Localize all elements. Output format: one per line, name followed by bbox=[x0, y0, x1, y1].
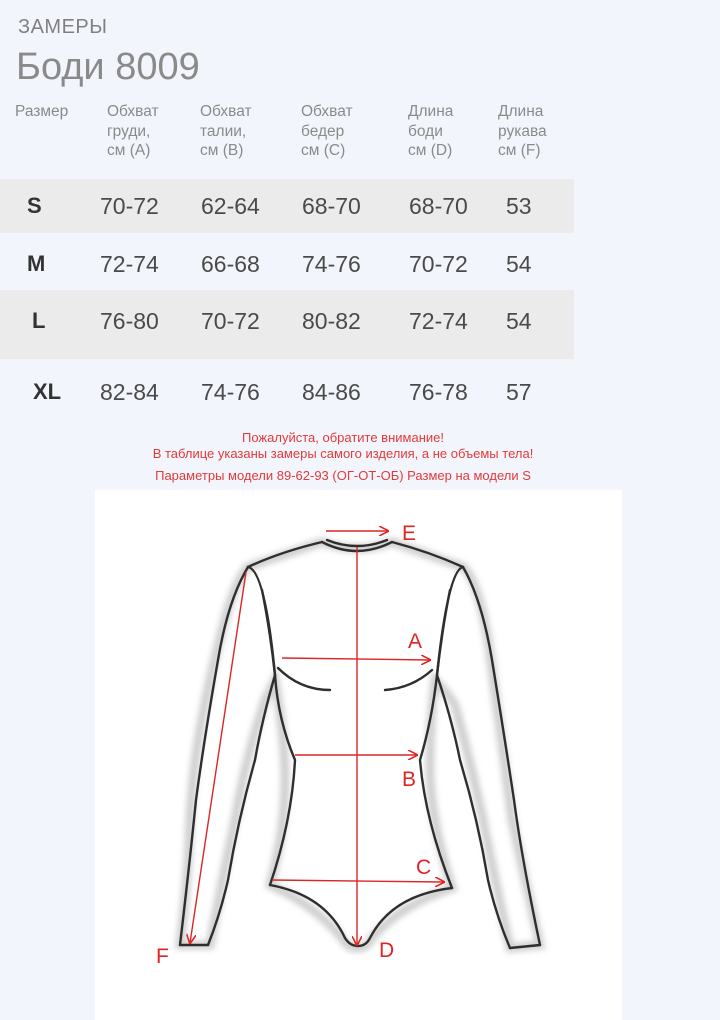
bodysuit-diagram bbox=[95, 490, 622, 1020]
sleeve-cell: 54 bbox=[506, 251, 532, 277]
hips-cell: 84-86 bbox=[302, 379, 361, 405]
row-band-l bbox=[0, 290, 574, 359]
column-header-size: Размер bbox=[15, 103, 69, 120]
label-d: D bbox=[379, 939, 395, 962]
hips-cell: 80-82 bbox=[302, 308, 361, 334]
length-cell: 76-78 bbox=[409, 379, 468, 405]
waist-cell: 70-72 bbox=[201, 308, 260, 334]
column-header-chest: Обхват груди, см (A) bbox=[107, 103, 159, 159]
notice-line-1: Пожалуйста, обратите внимание! bbox=[242, 430, 444, 445]
waist-cell: 66-68 bbox=[201, 251, 260, 277]
size-cell: L bbox=[32, 308, 46, 333]
section-label: ЗАМЕРЫ bbox=[18, 16, 108, 38]
chest-cell: 70-72 bbox=[100, 193, 159, 219]
size-cell: XL bbox=[33, 379, 62, 404]
chest-cell: 72-74 bbox=[100, 251, 159, 277]
notice-line-2: В таблице указаны замеры самого изделия, а не объемы тела! bbox=[152, 446, 534, 461]
column-header-waist: Обхват талии, см (B) bbox=[200, 103, 252, 159]
size-cell: M bbox=[27, 251, 46, 276]
column-header-length: Длина боди см (D) bbox=[408, 103, 454, 159]
waist-cell: 62-64 bbox=[201, 193, 260, 219]
measure-line-a bbox=[282, 658, 430, 660]
label-c: C bbox=[416, 856, 432, 879]
hips-cell: 68-70 bbox=[302, 193, 361, 219]
waist-cell: 74-76 bbox=[201, 379, 260, 405]
chest-cell: 82-84 bbox=[100, 379, 159, 405]
length-cell: 70-72 bbox=[409, 251, 468, 277]
label-b: B bbox=[402, 768, 417, 791]
notice-line-3: Параметры модели 89-62-93 (ОГ-ОТ-ОБ) Размер на модели S bbox=[155, 468, 531, 483]
hips-cell: 74-76 bbox=[302, 251, 361, 277]
outline-shadow bbox=[180, 542, 540, 948]
column-header-sleeve: Длина рукава см (F) bbox=[498, 103, 547, 159]
label-a: A bbox=[408, 630, 423, 653]
length-cell: 68-70 bbox=[409, 193, 468, 219]
measure-line-c bbox=[272, 880, 444, 882]
product-title: Боди 8009 bbox=[16, 46, 200, 88]
row-band-s bbox=[0, 179, 574, 233]
measurement-diagram bbox=[95, 490, 622, 1020]
sleeve-cell: 54 bbox=[506, 308, 532, 334]
label-e: E bbox=[402, 522, 417, 545]
sleeve-cell: 53 bbox=[506, 193, 532, 219]
sleeve-cell: 57 bbox=[506, 379, 532, 405]
label-f: F bbox=[156, 945, 169, 968]
chest-cell: 76-80 bbox=[100, 308, 159, 334]
column-header-hips: Обхват бедер см (C) bbox=[301, 103, 353, 159]
length-cell: 72-74 bbox=[409, 308, 468, 334]
size-cell: S bbox=[27, 193, 42, 218]
